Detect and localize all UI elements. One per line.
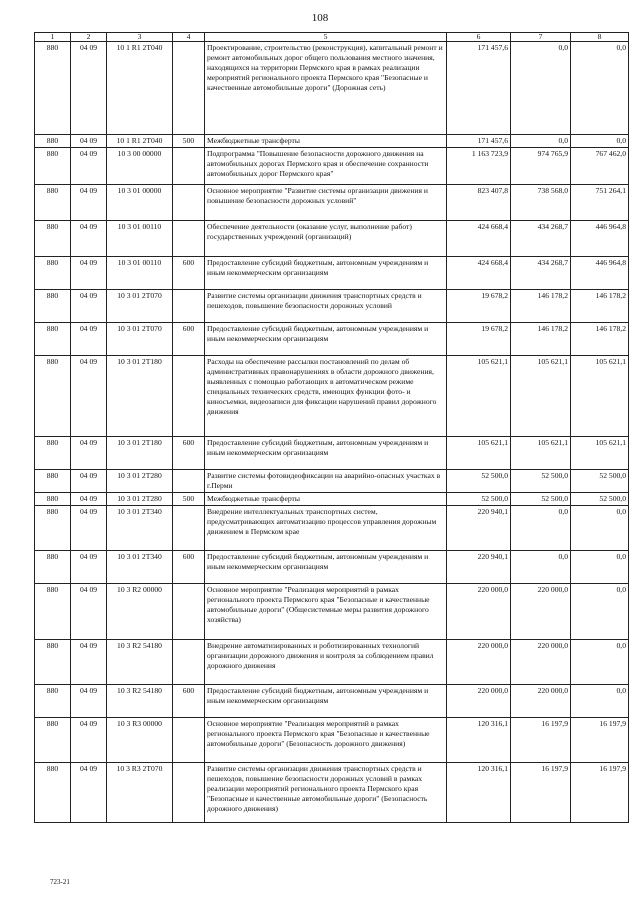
- cell-description: Развитие системы организации движения транспортных средств и пешеходов, повышение безопасности дорожных условий: [205, 290, 447, 323]
- cell-description: Межбюджетные трансферты: [205, 493, 447, 506]
- cell-amount-2023: 446 964,8: [571, 221, 629, 257]
- table-row: [35, 470, 629, 493]
- cell-expense-type: [173, 763, 205, 823]
- cell-expense-type: [173, 42, 205, 135]
- cell-target-code: 10 3 01 00110: [107, 221, 173, 257]
- cell-admin-code: 880: [35, 470, 71, 493]
- cell-amount-2023: 16 197,9: [571, 718, 629, 763]
- table-row: [35, 356, 629, 437]
- column-number: 1: [35, 33, 71, 42]
- cell-admin-code: 880: [35, 640, 71, 685]
- cell-section-code: 04 09: [71, 493, 107, 506]
- cell-expense-type: [173, 148, 205, 185]
- cell-admin-code: 880: [35, 323, 71, 356]
- cell-amount-2022: 0,0: [511, 551, 571, 584]
- cell-target-code: 10 3 01 2T340: [107, 551, 173, 584]
- cell-expense-type: [173, 221, 205, 257]
- cell-amount-2023: 146 178,2: [571, 290, 629, 323]
- cell-expense-type: [173, 290, 205, 323]
- cell-amount-2022: 16 197,9: [511, 763, 571, 823]
- cell-amount-2023: 52 500,0: [571, 470, 629, 493]
- cell-description: Развитие системы фотовидеофиксации на аварийно-опасных участках в г.Перми: [205, 470, 447, 493]
- cell-amount-2022: 0,0: [511, 506, 571, 551]
- cell-amount-2021: 171 457,6: [447, 135, 511, 148]
- cell-section-code: 04 09: [71, 763, 107, 823]
- cell-amount-2022: 105 621,1: [511, 356, 571, 437]
- table-row: [35, 551, 629, 584]
- cell-target-code: 10 3 01 2T280: [107, 493, 173, 506]
- cell-amount-2021: 220 000,0: [447, 640, 511, 685]
- table-row: [35, 323, 629, 356]
- cell-description: Основное мероприятие "Реализация мероприятий в рамках регионального проекта Пермского края "Безопасные и качественные автомобильные дороги" (Общесистемные меры развития дорожного хозяйства): [205, 584, 447, 640]
- cell-amount-2023: 0,0: [571, 42, 629, 135]
- cell-amount-2022: 434 268,7: [511, 221, 571, 257]
- cell-amount-2022: 146 178,2: [511, 323, 571, 356]
- cell-amount-2023: 751 264,1: [571, 185, 629, 221]
- cell-section-code: 04 09: [71, 290, 107, 323]
- cell-admin-code: 880: [35, 290, 71, 323]
- cell-target-code: 10 3 R3 00000: [107, 718, 173, 763]
- cell-amount-2021: 52 500,0: [447, 470, 511, 493]
- cell-description: Внедрение интеллектуальных транспортных систем, предусматривающих автоматизацию процессов управления дорожным движением в Пермском крае: [205, 506, 447, 551]
- table-row: [35, 763, 629, 823]
- table-row: [35, 584, 629, 640]
- cell-amount-2022: 220 000,0: [511, 685, 571, 718]
- cell-amount-2022: 52 500,0: [511, 470, 571, 493]
- cell-admin-code: 880: [35, 185, 71, 221]
- cell-target-code: 10 3 01 2T070: [107, 323, 173, 356]
- cell-expense-type: [173, 584, 205, 640]
- cell-target-code: 10 3 01 2T180: [107, 437, 173, 470]
- table-row: [35, 257, 629, 290]
- column-number: 3: [107, 33, 173, 42]
- cell-amount-2021: 120 316,1: [447, 763, 511, 823]
- cell-section-code: 04 09: [71, 221, 107, 257]
- cell-amount-2023: 0,0: [571, 685, 629, 718]
- cell-description: Межбюджетные трансферты: [205, 135, 447, 148]
- cell-expense-type: 500: [173, 135, 205, 148]
- cell-section-code: 04 09: [71, 506, 107, 551]
- table-row: [35, 185, 629, 221]
- cell-expense-type: 600: [173, 551, 205, 584]
- cell-target-code: 10 3 R2 54180: [107, 640, 173, 685]
- cell-description: Развитие системы организации движения транспортных средств и пешеходов, повышение безопасности дорожных условий в рамках реализации мероприятий регионального проекта Пермского края "Безопасные и качественные автомобильные дороги" (Безопасность дорожного движения): [205, 763, 447, 823]
- cell-expense-type: 600: [173, 437, 205, 470]
- cell-description: Подпрограмма "Повышение безопасности дорожного движения на автомобильных дорогах Пермского края и обеспечение сохранности автомобильных дорог Пермского края": [205, 148, 447, 185]
- cell-amount-2022: 0,0: [511, 42, 571, 135]
- cell-amount-2021: 105 621,1: [447, 437, 511, 470]
- cell-amount-2022: 146 178,2: [511, 290, 571, 323]
- cell-section-code: 04 09: [71, 135, 107, 148]
- cell-target-code: 10 3 01 2T280: [107, 470, 173, 493]
- cell-admin-code: 880: [35, 551, 71, 584]
- table-row: [35, 640, 629, 685]
- column-number: 7: [511, 33, 571, 42]
- cell-target-code: 10 3 00 00000: [107, 148, 173, 185]
- column-number: 6: [447, 33, 511, 42]
- cell-amount-2022: 16 197,9: [511, 718, 571, 763]
- cell-amount-2022: 220 000,0: [511, 584, 571, 640]
- cell-amount-2023: 0,0: [571, 551, 629, 584]
- cell-target-code: 10 3 R2 54180: [107, 685, 173, 718]
- cell-description: Обеспечение деятельности (оказание услуг, выполнение работ) государственных учреждений (организаций): [205, 221, 447, 257]
- table-row: [35, 148, 629, 185]
- cell-amount-2021: 220 000,0: [447, 584, 511, 640]
- cell-amount-2021: 19 678,2: [447, 323, 511, 356]
- cell-admin-code: 880: [35, 257, 71, 290]
- cell-amount-2023: 0,0: [571, 506, 629, 551]
- cell-description: Проектирование, строительство (реконструкция), капитальный ремонт и ремонт автомобильных дорог общего пользования местного значения, находящихся на территории Пермского края в рамках реализации мероприятий регионального проекта Пермского края "Безопасные и качественные автомобильные дороги" (Дорожная сеть): [205, 42, 447, 135]
- cell-target-code: 10 3 01 00110: [107, 257, 173, 290]
- cell-target-code: 10 3 R3 2T070: [107, 763, 173, 823]
- cell-admin-code: 880: [35, 148, 71, 185]
- cell-amount-2023: 0,0: [571, 135, 629, 148]
- cell-target-code: 10 3 R2 00000: [107, 584, 173, 640]
- cell-admin-code: 880: [35, 584, 71, 640]
- cell-amount-2021: 19 678,2: [447, 290, 511, 323]
- cell-expense-type: [173, 185, 205, 221]
- cell-section-code: 04 09: [71, 185, 107, 221]
- cell-expense-type: 500: [173, 493, 205, 506]
- cell-amount-2022: 0,0: [511, 135, 571, 148]
- cell-admin-code: 880: [35, 718, 71, 763]
- table-row: [35, 493, 629, 506]
- table-row: [35, 42, 629, 135]
- cell-amount-2022: 52 500,0: [511, 493, 571, 506]
- cell-amount-2021: 424 668,4: [447, 221, 511, 257]
- table-row: [35, 135, 629, 148]
- cell-description: Предоставление субсидий бюджетным, автономным учреждениям и иным некоммерческим организациям: [205, 437, 447, 470]
- column-number: 4: [173, 33, 205, 42]
- cell-section-code: 04 09: [71, 323, 107, 356]
- cell-section-code: 04 09: [71, 584, 107, 640]
- cell-amount-2021: 120 316,1: [447, 718, 511, 763]
- cell-amount-2023: 446 964,8: [571, 257, 629, 290]
- cell-amount-2022: 105 621,1: [511, 437, 571, 470]
- cell-amount-2021: 823 407,8: [447, 185, 511, 221]
- cell-section-code: 04 09: [71, 148, 107, 185]
- cell-amount-2021: 424 668,4: [447, 257, 511, 290]
- cell-amount-2021: 171 457,6: [447, 42, 511, 135]
- cell-amount-2022: 738 568,0: [511, 185, 571, 221]
- table-row: [35, 221, 629, 257]
- cell-admin-code: 880: [35, 685, 71, 718]
- cell-expense-type: [173, 506, 205, 551]
- cell-amount-2021: 220 940,1: [447, 506, 511, 551]
- cell-admin-code: 880: [35, 42, 71, 135]
- cell-amount-2021: 1 163 723,9: [447, 148, 511, 185]
- cell-expense-type: [173, 356, 205, 437]
- cell-description: Предоставление субсидий бюджетным, автономным учреждениям и иным некоммерческим организациям: [205, 551, 447, 584]
- cell-amount-2023: 0,0: [571, 584, 629, 640]
- cell-amount-2022: 434 268,7: [511, 257, 571, 290]
- cell-section-code: 04 09: [71, 437, 107, 470]
- table-row: [35, 718, 629, 763]
- cell-amount-2022: 220 000,0: [511, 640, 571, 685]
- cell-expense-type: 600: [173, 257, 205, 290]
- cell-expense-type: 600: [173, 323, 205, 356]
- cell-amount-2021: 220 940,1: [447, 551, 511, 584]
- cell-amount-2021: 105 621,1: [447, 356, 511, 437]
- cell-description: Основное мероприятие "Реализация мероприятий в рамках регионального проекта Пермского края "Безопасные и качественные автомобильные дороги" (Безопасность дорожного движения): [205, 718, 447, 763]
- table-row: [35, 685, 629, 718]
- cell-amount-2021: 220 000,0: [447, 685, 511, 718]
- cell-section-code: 04 09: [71, 718, 107, 763]
- cell-amount-2023: 146 178,2: [571, 323, 629, 356]
- table-row: [35, 506, 629, 551]
- page-number: 108: [311, 12, 329, 24]
- cell-description: Предоставление субсидий бюджетным, автономным учреждениям и иным некоммерческим организациям: [205, 323, 447, 356]
- cell-amount-2022: 974 765,9: [511, 148, 571, 185]
- cell-section-code: 04 09: [71, 640, 107, 685]
- cell-expense-type: 600: [173, 685, 205, 718]
- cell-amount-2021: 52 500,0: [447, 493, 511, 506]
- cell-description: Предоставление субсидий бюджетным, автономным учреждениям и иным некоммерческим организациям: [205, 685, 447, 718]
- cell-admin-code: 880: [35, 356, 71, 437]
- cell-amount-2023: 0,0: [571, 640, 629, 685]
- cell-description: Расходы на обеспечение рассылки постановлений по делам об административных правонарушениях в области дорожного движения, выявленных с помощью работающих в автоматическом режиме специальных технических средств, имеющих функции фото- и киносъемки, видеозаписи для фиксации нарушений правил дорожного движения: [205, 356, 447, 437]
- cell-target-code: 10 3 01 2T180: [107, 356, 173, 437]
- cell-admin-code: 880: [35, 135, 71, 148]
- cell-amount-2023: 767 462,0: [571, 148, 629, 185]
- cell-section-code: 04 09: [71, 257, 107, 290]
- footer-code: 723-21: [50, 878, 70, 886]
- cell-expense-type: [173, 470, 205, 493]
- cell-amount-2023: 105 621,1: [571, 437, 629, 470]
- cell-section-code: 04 09: [71, 470, 107, 493]
- cell-admin-code: 880: [35, 437, 71, 470]
- cell-amount-2023: 16 197,9: [571, 763, 629, 823]
- column-number: 8: [571, 33, 629, 42]
- table-row: [35, 437, 629, 470]
- cell-target-code: 10 3 01 00000: [107, 185, 173, 221]
- column-number: 5: [205, 33, 447, 42]
- cell-section-code: 04 09: [71, 42, 107, 135]
- cell-section-code: 04 09: [71, 551, 107, 584]
- cell-expense-type: [173, 718, 205, 763]
- cell-section-code: 04 09: [71, 685, 107, 718]
- cell-description: Внедрение автоматизированных и роботизированных технологий организации дорожного движения и контроля за соблюдением правил дорожного движения: [205, 640, 447, 685]
- cell-admin-code: 880: [35, 763, 71, 823]
- cell-target-code: 10 1 R1 2T040: [107, 135, 173, 148]
- cell-admin-code: 880: [35, 493, 71, 506]
- column-number-row: [35, 33, 629, 42]
- cell-admin-code: 880: [35, 506, 71, 551]
- cell-target-code: 10 3 01 2T070: [107, 290, 173, 323]
- cell-target-code: 10 1 R1 2T040: [107, 42, 173, 135]
- cell-target-code: 10 3 01 2T340: [107, 506, 173, 551]
- cell-amount-2023: 52 500,0: [571, 493, 629, 506]
- cell-amount-2023: 105 621,1: [571, 356, 629, 437]
- cell-section-code: 04 09: [71, 356, 107, 437]
- cell-expense-type: [173, 640, 205, 685]
- budget-table: [34, 32, 629, 823]
- cell-description: Предоставление субсидий бюджетным, автономным учреждениям и иным некоммерческим организациям: [205, 257, 447, 290]
- cell-description: Основное мероприятие "Развитие системы организации движения и повышение безопасности дорожных условий": [205, 185, 447, 221]
- table-row: [35, 290, 629, 323]
- column-number: 2: [71, 33, 107, 42]
- cell-admin-code: 880: [35, 221, 71, 257]
